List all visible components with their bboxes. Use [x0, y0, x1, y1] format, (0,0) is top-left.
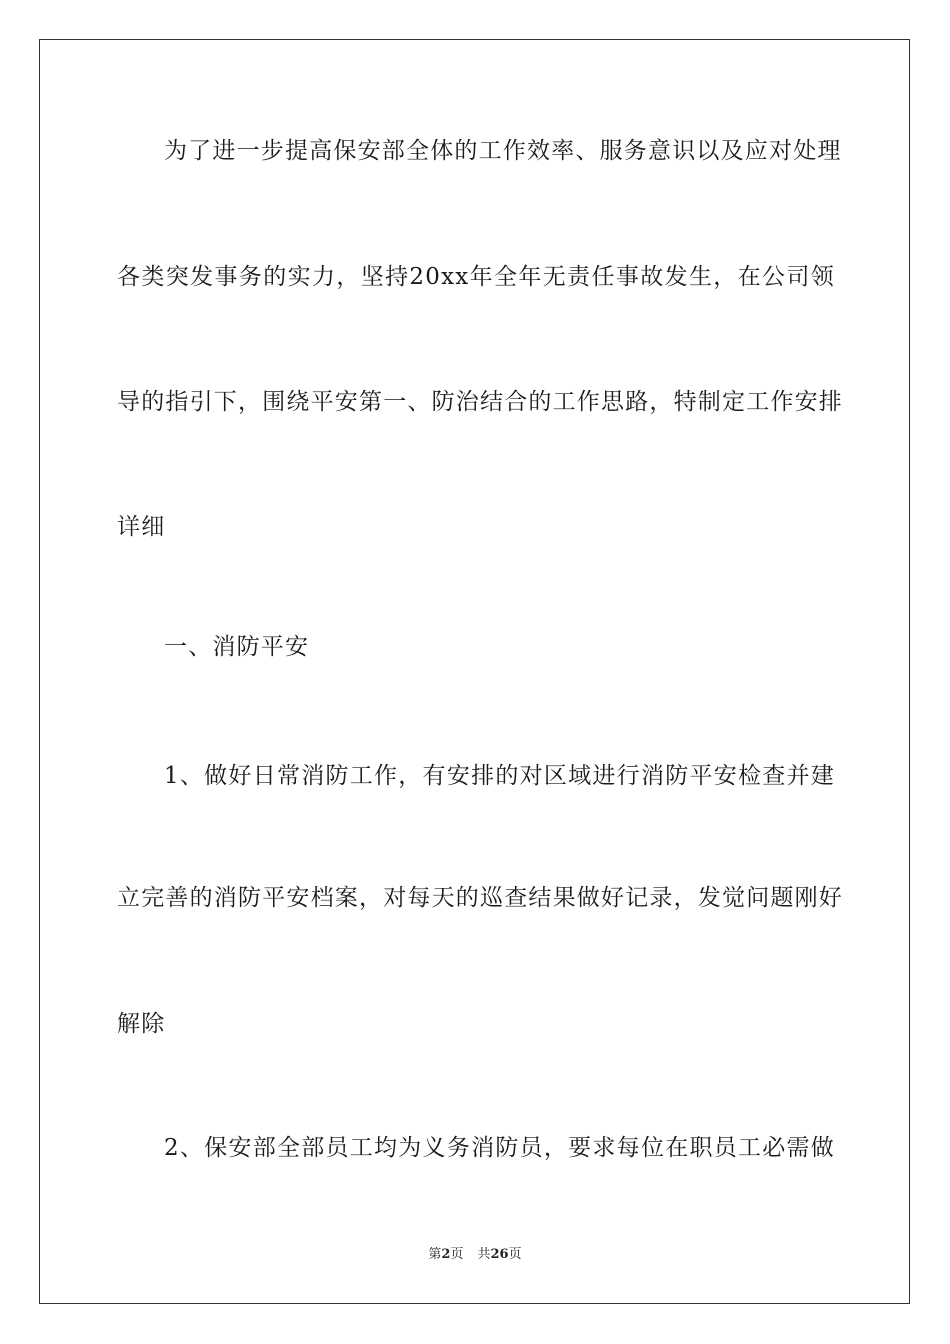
footer-page-suffix: 页 [450, 1247, 464, 1262]
footer-page-current: 2 [441, 1247, 451, 1262]
footer-page-prefix: 第 [428, 1247, 442, 1262]
footer-total-prefix: 共 [477, 1247, 491, 1262]
footer-total-suffix: 页 [508, 1247, 522, 1262]
paragraph-line: 详细 [117, 514, 166, 540]
paragraph-line: 1、做好日常消防工作，有安排的对区域进行消防平安检查并建 [164, 763, 835, 789]
paragraph-line: 解除 [117, 1011, 166, 1037]
page-frame [39, 39, 910, 1304]
paragraph-line: 立完善的消防平安档案，对每天的巡查结果做好记录，发觉问题刚好 [117, 885, 843, 911]
paragraph-line: 2、保安部全部员工均为义务消防员，要求每位在职员工必需做 [164, 1135, 835, 1161]
section-heading: 一、消防平安 [164, 634, 310, 660]
paragraph-line: 导的指引下，围绕平安第一、防治结合的工作思路，特制定工作安排 [117, 389, 843, 415]
paragraph-line: 各类突发事务的实力，坚持20xx年全年无责任事故发生，在公司领 [117, 264, 835, 290]
paragraph-line: 为了进一步提高保安部全体的工作效率、服务意识以及应对处理 [164, 138, 842, 164]
footer-page-total: 26 [490, 1247, 509, 1262]
page-footer [0, 1246, 950, 1264]
